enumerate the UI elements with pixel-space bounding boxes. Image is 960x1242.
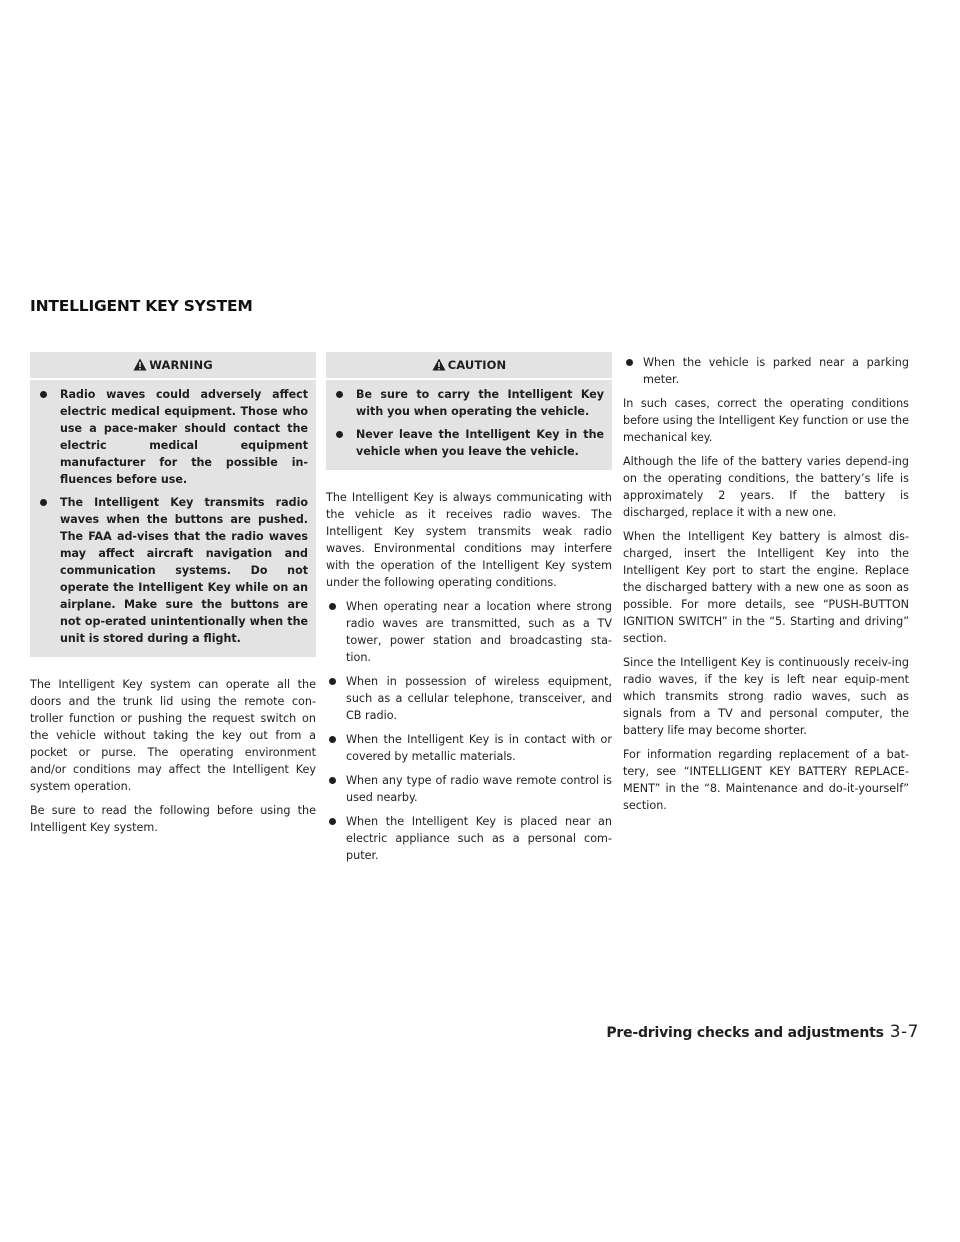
- warning-triangle-icon: [133, 358, 147, 371]
- section-title: INTELLIGENT KEY SYSTEM: [30, 297, 253, 315]
- condition-text: When in possession of wireless equipment, such as a cellular telephone, transceiver, and CB radio.: [346, 675, 612, 722]
- condition-item: [326, 813, 612, 864]
- warning-item-text: The Intelligent Key transmits radio waves when the buttons are pushed. The FAA ad-vises that the radio waves may affect aircraft navigation and communication systems. Do not operate the Intelligent Key while on an airplane. Make sure the buttons are not op-erated unintentionally when the unit is stored during a flight.: [60, 496, 308, 645]
- bullet-icon: [329, 777, 336, 784]
- paragraph: For information regarding replacement of a bat-tery, see “INTELLIGENT KEY BATTERY REPLACE-MENT” in the “8. Maintenance and do-it-yourself” section.: [623, 748, 909, 812]
- paragraph: When the Intelligent Key battery is almost dis-charged, insert the Intelligent Key into the Intelligent Key port to start the engine. Replace the discharged battery with a new one as soon as possible. For more details, see “PUSH-BUTTON IGNITION SWITCH” in the “5. Starting and driving” section.: [623, 530, 909, 645]
- page-footer: [606, 1022, 919, 1042]
- condition-item: [326, 772, 612, 806]
- bullet-icon: [329, 736, 336, 743]
- condition-text: When operating near a location where strong radio waves are transmitted, such as a TV tower, power station and broadcasting sta-tion.: [346, 600, 612, 664]
- paragraph: Be sure to read the following before using the Intelligent Key system.: [30, 804, 316, 834]
- footer-section-name: Pre-driving checks and adjustments: [606, 1025, 884, 1041]
- conditions-list-continued: [623, 354, 909, 388]
- column-1: [30, 352, 316, 843]
- caution-item: [334, 426, 604, 460]
- column-2: [326, 352, 612, 871]
- paragraph: In such cases, correct the operating conditions before using the Intelligent Key function or use the mechanical key.: [623, 397, 909, 444]
- paragraph: The Intelligent Key is always communicating with the vehicle as it receives radio waves. The Intelligent Key system transmits weak radio waves. Environmental conditions may interfere with the operation of the Intelligent Key system under the following operating conditions.: [326, 491, 612, 589]
- warning-item: [38, 494, 308, 647]
- caution-item: [334, 386, 604, 420]
- caution-item-text: Be sure to carry the Intelligent Key with you when operating the vehicle.: [356, 388, 604, 418]
- condition-text: When any type of radio wave remote control is used nearby.: [346, 774, 612, 804]
- warning-header: [30, 352, 316, 380]
- warning-item-text: Radio waves could adversely affect electric medical equipment. Those who use a pace-maker should contact the electric medical equipment manufacturer for the possible in-fluences before use.: [60, 388, 308, 486]
- conditions-list: [326, 598, 612, 864]
- paragraph: The Intelligent Key system can operate all the doors and the trunk lid using the remote con-troller function or pushing the request switch on the vehicle without taking the key out from a pocket or purse. The operating environment and/or conditions may affect the Intelligent Key system operation.: [30, 678, 316, 793]
- page-number: 3-7: [889, 1022, 919, 1042]
- condition-text: When the vehicle is parked near a parking meter.: [643, 356, 909, 386]
- bullet-icon: [336, 391, 343, 398]
- bullet-icon: [329, 818, 336, 825]
- warning-list: [38, 386, 308, 647]
- warning-triangle-icon: [432, 358, 446, 371]
- bullet-icon: [336, 431, 343, 438]
- condition-item: [326, 731, 612, 765]
- condition-text: When the Intelligent Key is in contact with or covered by metallic materials.: [346, 733, 612, 763]
- warning-title: WARNING: [149, 358, 213, 372]
- condition-item: [326, 673, 612, 724]
- caution-box: [326, 352, 612, 470]
- condition-item: [623, 354, 909, 388]
- bullet-icon: [40, 499, 47, 506]
- paragraph: Since the Intelligent Key is continuously receiv-ing radio waves, if the key is left near equip-ment which transmits strong radio waves, such as signals from a TV and personal computer, the battery life may become shorter.: [623, 656, 909, 737]
- paragraph: Although the life of the battery varies depend-ing on the operating conditions, the battery’s life is approximately 2 years. If the battery is discharged, replace it with a new one.: [623, 455, 909, 519]
- condition-item: [326, 598, 612, 666]
- caution-header: [326, 352, 612, 380]
- caution-title: CAUTION: [447, 358, 507, 372]
- bullet-icon: [626, 359, 633, 366]
- bullet-icon: [40, 391, 47, 398]
- warning-box: [30, 352, 316, 657]
- caution-list: [334, 386, 604, 460]
- caution-item-text: Never leave the Intelligent Key in the vehicle when you leave the vehicle.: [356, 428, 604, 458]
- column-3: [623, 354, 909, 821]
- condition-text: When the Intelligent Key is placed near an electric appliance such as a personal com-puter.: [346, 815, 612, 862]
- warning-item: [38, 386, 308, 488]
- bullet-icon: [329, 603, 336, 610]
- bullet-icon: [329, 678, 336, 685]
